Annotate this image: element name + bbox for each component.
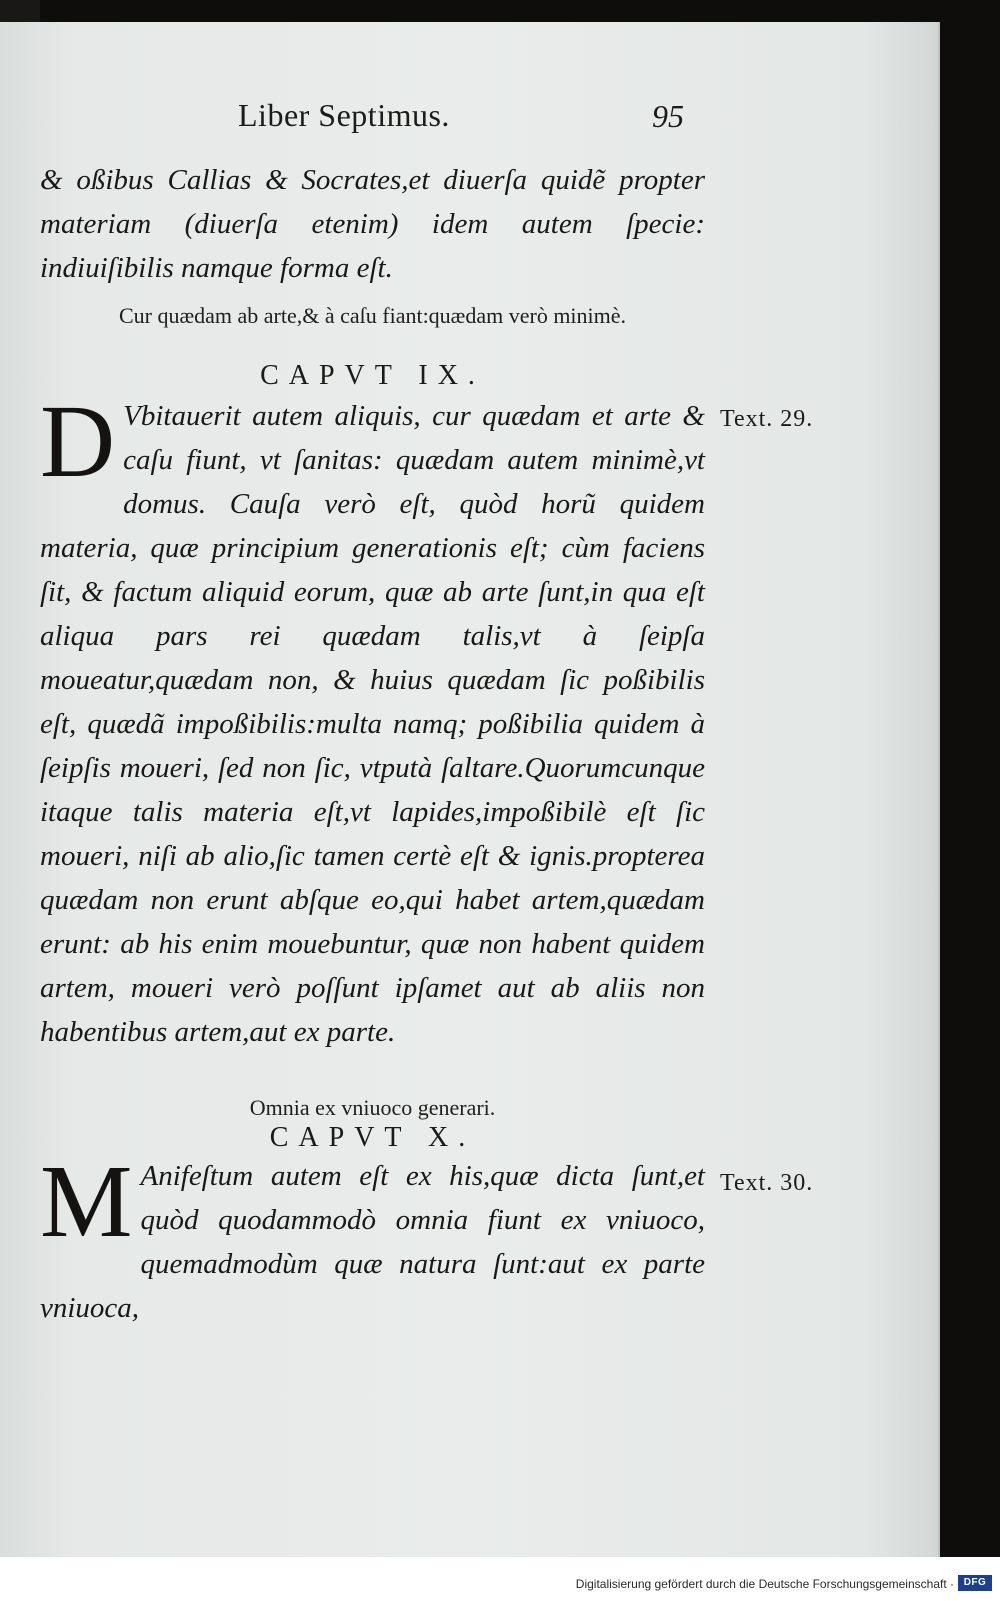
chapter-9-caput: CAPVT IX. — [260, 360, 485, 391]
chapter-10-dropcap: M — [40, 1144, 133, 1259]
book-spine-shadow — [0, 0, 40, 22]
chapter-10-heading: Omnia ex vniuoco generari. — [249, 1095, 496, 1120]
dfg-logo-icon: DFG — [958, 1575, 992, 1591]
chapter-10-caput: CAPVT X. — [269, 1122, 476, 1153]
margin-note-text-29: Text. 29. — [720, 406, 814, 432]
chapter-9-heading: Cur quædam ab arte,& à caſu fiant:quædam verò minimè. — [118, 303, 627, 328]
page-number: 95 — [652, 98, 684, 134]
chapter-10-paragraph — [40, 1144, 705, 1330]
continuation-paragraph: & oßibus Callias & Socrates,et diuerſa quidẽ propter materiam (diuerſa etenim) idem autem ſpecie: indiuiſibilis namque forma eſt. — [40, 164, 705, 284]
chapter-10-text: Anifeſtum autem eſt ex his,quæ dicta ſunt,et quòd quodammodò omnia fiunt ex vniuoco, quemadmodùm quæ natura ſunt:aut ex parte vniuoca, — [40, 1160, 705, 1324]
footer-credit: Digitalisierung gefördert durch die Deutsche Forschungsgemeinschaft · — [575, 1577, 954, 1591]
chapter-9-dropcap: D — [40, 384, 116, 499]
running-header: Liber Septimus. — [238, 97, 450, 133]
margin-note-text-30: Text. 30. — [720, 1170, 814, 1196]
chapter-9-text: Vbitauerit autem aliquis, cur quædam et arte & caſu fiunt, vt ſanitas: quædam autem minimè,vt domus. Cauſa verò eſt, quòd horũ quidem materia, quæ principium generationis eſt; cùm faciens ſit, & factum aliquid eorum, quæ ab arte ſunt,in qua eſt aliqua pars rei quædam talis,vt à ſeipſa moueatur,quædam non, & huius quædam ſic poßibilis eſt, quædã impoßibilis:multa namq; poßibilia quidem à ſeipſis moueri, ſed non ſic, vtputà ſaltare.Quorumcunque itaque talis materia eſt,vt lapides,impoßibilè eſt ſic moueri, niſi ab alio,ſic tamen certè eſt & ignis.propterea quædam non erunt abſque eo,qui habet artem,quædam erunt: ab his enim mouebuntur, quæ non habent quidem artem, moueri verò poſſunt ipſamet aut ab aliis non habentibus artem,aut ex parte. — [40, 400, 705, 1048]
chapter-9-paragraph — [40, 384, 705, 1054]
